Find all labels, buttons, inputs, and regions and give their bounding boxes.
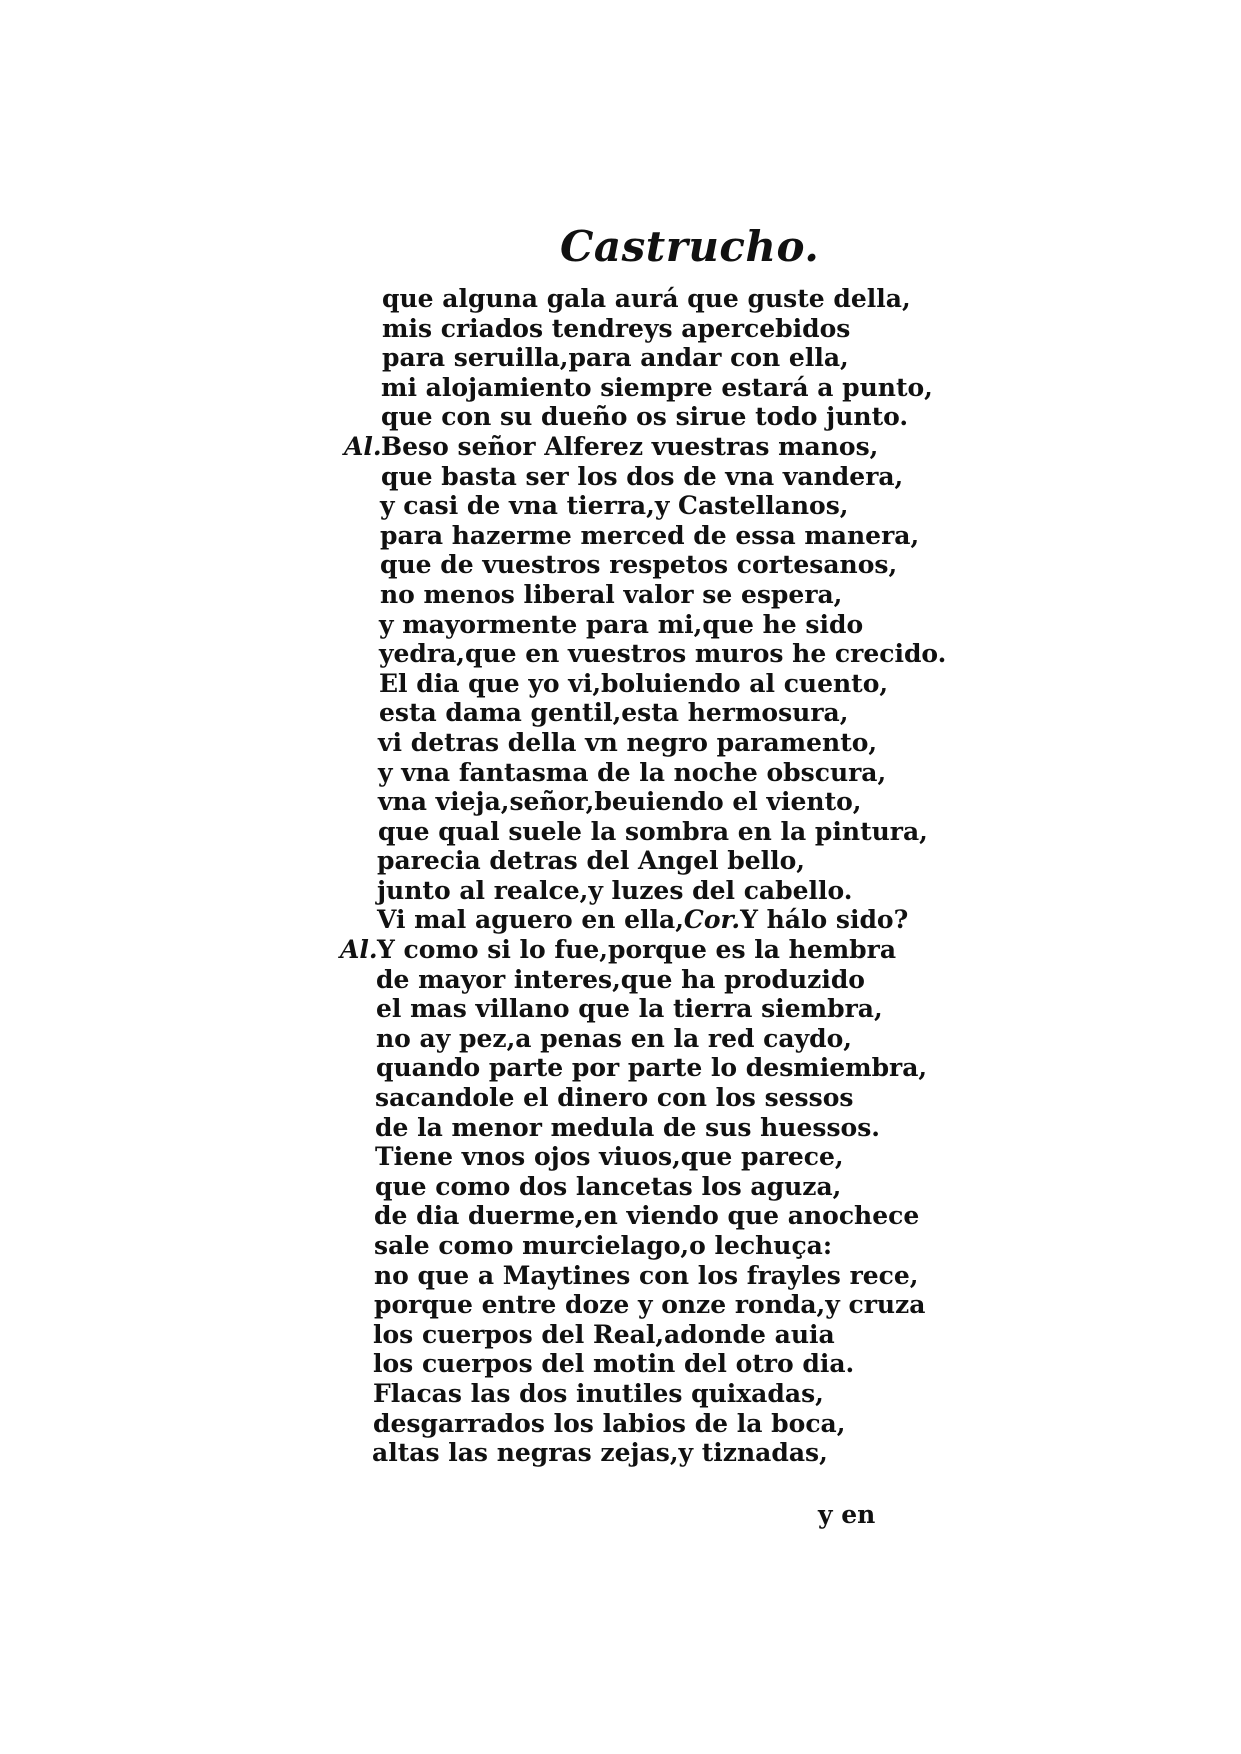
verse-line <box>0 1172 1241 1202</box>
verse-text-segment: que basta ser los dos de vna vandera, <box>381 461 904 491</box>
verse-line <box>0 550 1241 580</box>
verse-text-segment: para seruilla,para andar con ella, <box>382 343 849 373</box>
verse-text <box>373 1320 835 1350</box>
verse-text-segment: los cuerpos del Real,adonde auia <box>373 1319 835 1349</box>
verse-text-segment: Flacas las dos inutiles quixadas, <box>373 1378 824 1408</box>
verse-text-segment: vna vieja,señor,beuiendo el viento, <box>378 787 862 817</box>
verse-text <box>376 1024 852 1054</box>
verse-line <box>0 1083 1241 1113</box>
verse-text <box>382 314 850 344</box>
verse-text-segment: vi detras della vn negro paramento, <box>378 727 878 757</box>
verse-text <box>375 1172 841 1202</box>
verse-text-segment: quando parte por parte lo desmiembra, <box>376 1053 928 1083</box>
verse-text-segment: y mayormente para mi,que he sido <box>379 609 864 639</box>
verse-text <box>376 994 883 1024</box>
verse-text-segment: que con su dueño os sirue todo junto. <box>381 402 909 432</box>
verse-text-segment: yedra,que en vuestros muros he crecido. <box>379 639 947 669</box>
verse-text <box>373 1379 824 1409</box>
verse-text <box>378 787 862 817</box>
verse-text <box>377 905 908 935</box>
verse-line <box>0 580 1241 610</box>
verse-text <box>378 758 886 788</box>
verse-line <box>0 373 1241 403</box>
verse-line <box>0 905 1241 935</box>
verse-text <box>380 550 897 580</box>
verse-text-segment: Y como si lo fue,porque es la hembra <box>377 935 897 965</box>
verse-line <box>0 491 1241 521</box>
verse-text <box>376 965 865 995</box>
verse-text-segment: sacandole el dinero con los sessos <box>375 1083 854 1113</box>
verse-text <box>380 521 919 551</box>
verse-text-segment: para hazerme merced de essa manera, <box>380 520 920 550</box>
verse-text <box>377 846 805 876</box>
verse-text <box>378 817 928 847</box>
verse-text <box>372 1438 828 1468</box>
verse-line <box>0 1290 1241 1320</box>
verse-line <box>0 1438 1241 1468</box>
verse-text-segment: parecia detras del Angel bello, <box>377 846 805 876</box>
verse-line <box>0 314 1241 344</box>
verse-line <box>0 1053 1241 1083</box>
verse-line <box>0 1142 1241 1172</box>
verse-line <box>0 728 1241 758</box>
verse-text-segment: mi alojamiento siempre estará a punto, <box>381 372 933 402</box>
verse-line <box>0 787 1241 817</box>
verse-line <box>0 698 1241 728</box>
verse-line <box>0 817 1241 847</box>
verse-text <box>379 698 848 728</box>
verse-text-segment: que como dos lancetas los aguza, <box>375 1171 842 1201</box>
verse-line <box>0 1349 1241 1379</box>
inline-speaker-label: Cor. <box>683 905 741 935</box>
verse-line <box>0 1113 1241 1143</box>
verse-text <box>382 343 849 373</box>
verse-line <box>0 639 1241 669</box>
verse-text <box>374 1201 919 1231</box>
verse-text <box>374 1261 919 1291</box>
verse-line <box>0 758 1241 788</box>
verse-line <box>0 432 1241 462</box>
verse-text <box>377 935 896 965</box>
verse-text-segment: que alguna gala aurá que guste della, <box>382 284 911 313</box>
verse-text-segment: de mayor interes,que ha produzido <box>376 964 865 994</box>
verse-text <box>377 876 852 906</box>
verse-line <box>0 610 1241 640</box>
verse-line <box>0 1409 1241 1439</box>
verse-line <box>0 343 1241 373</box>
verse-text-segment: Vi mal aguero en ella, <box>377 905 684 935</box>
verse-text <box>381 432 878 462</box>
verse-line <box>0 1231 1241 1261</box>
verse-line <box>0 1379 1241 1409</box>
verse-line <box>0 462 1241 492</box>
verse-block <box>0 284 1241 1468</box>
verse-text <box>382 284 911 314</box>
verse-text <box>375 1083 853 1113</box>
verse-text-segment: porque entre doze y onze ronda,y cruza <box>374 1290 926 1320</box>
verse-text-segment: que de vuestros respetos cortesanos, <box>380 550 898 580</box>
verse-text <box>381 373 933 403</box>
verse-line <box>0 1024 1241 1054</box>
verse-text-segment: El dia que yo vi,boluiendo al cuento, <box>379 668 889 698</box>
verse-line <box>0 935 1241 965</box>
verse-text-segment: Y hálo sido? <box>740 905 909 935</box>
verse-text-segment: mis criados tendreys apercebidos <box>382 313 851 343</box>
verse-text <box>375 1142 844 1172</box>
catchword: y en <box>818 1500 876 1529</box>
verse-text-segment: de dia duerme,en viendo que anochece <box>374 1201 920 1231</box>
verse-text-segment: no menos liberal valor se espera, <box>380 579 843 609</box>
verse-text-segment: altas las negras zejas,y tiznadas, <box>372 1438 828 1468</box>
verse-text-segment: el mas villano que la tierra siembra, <box>376 994 883 1024</box>
verse-line <box>0 1261 1241 1291</box>
verse-line <box>0 521 1241 551</box>
verse-text <box>380 580 842 610</box>
verse-line <box>0 284 1241 314</box>
verse-text-segment: de la menor medula de sus huessos. <box>375 1112 880 1142</box>
verse-text-segment: Beso señor Alferez vuestras manos, <box>381 431 879 461</box>
verse-line <box>0 846 1241 876</box>
running-header: Castrucho. <box>560 222 820 271</box>
verse-text <box>379 610 863 640</box>
verse-text <box>379 639 946 669</box>
speaker-label: Al. <box>344 431 382 461</box>
verse-text <box>373 1409 845 1439</box>
verse-line <box>0 876 1241 906</box>
verse-text-segment: y vna fantasma de la noche obscura, <box>378 757 887 787</box>
verse-text <box>373 1349 854 1379</box>
verse-text-segment: no que a Maytines con los frayles rece, <box>374 1260 919 1290</box>
verse-text-segment: que qual suele la sombra en la pintura, <box>378 816 928 846</box>
verse-text <box>381 462 903 492</box>
verse-line <box>0 994 1241 1024</box>
verse-text <box>379 669 888 699</box>
verse-text-segment: y casi de vna tierra,y Castellanos, <box>380 491 849 521</box>
verse-text-segment: junto al realce,y luzes del cabello. <box>377 875 853 905</box>
verse-text-segment: esta dama gentil,esta hermosura, <box>379 698 849 728</box>
verse-text-segment: sale como murcielago,o lechuça: <box>374 1231 833 1260</box>
verse-line <box>0 965 1241 995</box>
verse-line <box>0 1320 1241 1350</box>
verse-text <box>376 1053 927 1083</box>
verse-text-segment: los cuerpos del motin del otro dia. <box>373 1349 855 1379</box>
verse-text <box>375 1113 880 1143</box>
verse-text <box>381 402 908 432</box>
verse-text-segment: no ay pez,a penas en la red caydo, <box>376 1023 852 1053</box>
verse-line <box>0 1201 1241 1231</box>
verse-text <box>380 491 849 521</box>
verse-text-segment: desgarrados los labios de la boca, <box>373 1408 846 1438</box>
verse-text <box>378 728 877 758</box>
verse-line <box>0 669 1241 699</box>
speaker-label: Al. <box>340 935 378 965</box>
verse-line <box>0 402 1241 432</box>
verse-text-segment: Tiene vnos ojos viuos,que parece, <box>375 1142 844 1172</box>
verse-text <box>374 1290 925 1320</box>
verse-text <box>374 1231 832 1261</box>
